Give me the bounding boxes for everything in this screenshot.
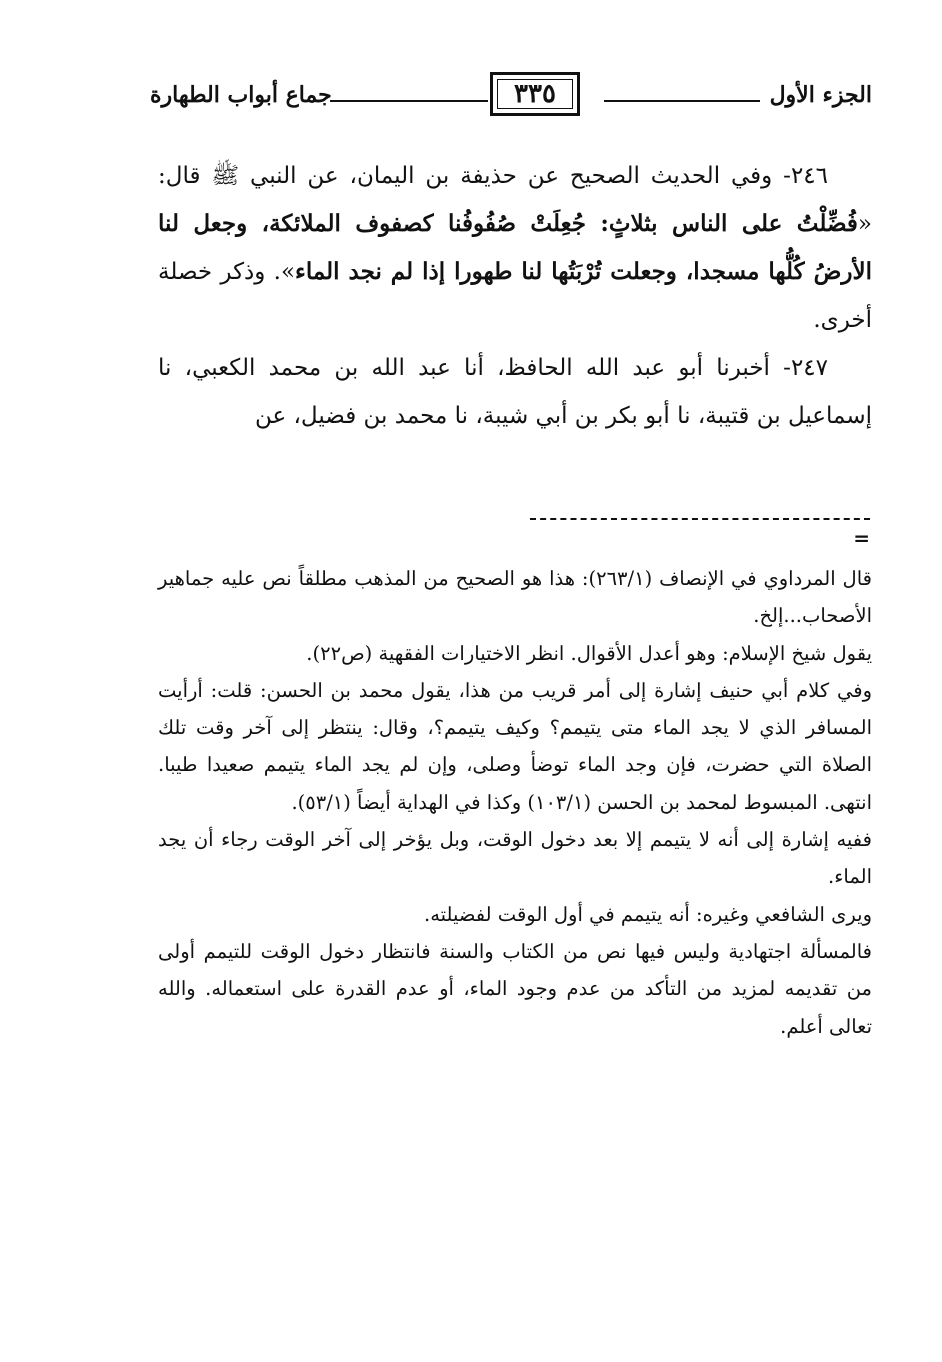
hadith-246-quote: فُضِّلْتُ على الناس بثلاثٍ: جُعِلَتْ صُفُوفُنا كصفوف الملائكة، وجعل لنا الأرضُ كُلُّها مسجدا، وجعلت تُرْبَتُها لنا طهورا إذا لم نجد الماء xyxy=(158,210,872,285)
footnote-paragraph: يقول شيخ الإسلام: وهو أعدل الأقوال. انظر الاختيارات الفقهية (ص٢٢). xyxy=(306,641,872,665)
footnotes xyxy=(158,560,872,1045)
footnote-dashed-rule xyxy=(530,518,870,520)
header-rule-right xyxy=(604,100,760,102)
header-chapter-title: جماع أبواب الطهارة xyxy=(150,82,332,108)
footnote-separator xyxy=(530,510,870,550)
hadith-246-end: ». وذكر خصلة أخرى. xyxy=(158,259,872,333)
footnote-paragraph: ويرى الشافعي وغيره: أنه يتيمم في أول الوقت لفضيلته. xyxy=(424,902,872,926)
header-rule-left xyxy=(330,100,488,102)
footnote-paragraph: قال المرداوي في الإنصاف (٢٦٣/١): هذا هو الصحيح من المذهب مطلقاً نص عليه جماهير الأصحاب...إلخ. xyxy=(158,567,872,628)
footnote-paragraph: فالمسألة اجتهادية وليس فيها نص من الكتاب والسنة فانتظار دخول الوقت للتيمم أولى من تقديمه لمزيد من التأكد من عدم وجود الماء، أو عدم القدرة على استعماله. والله تعالى أعلم. xyxy=(158,939,872,1038)
running-header xyxy=(150,72,872,122)
hadith-246-intro: ٢٤٦- وفي الحديث الصحيح عن حذيفة بن اليمان، عن النبي ﷺ قال: « xyxy=(158,163,872,237)
header-part-label: الجزء الأول xyxy=(769,82,872,108)
main-text xyxy=(158,152,872,440)
footnote-continuation-mark: = xyxy=(853,526,870,550)
hadith-247-text: ٢٤٧- أخبرنا أبو عبد الله الحافظ، أنا عبد الله بن محمد الكعبي، نا إسماعيل بن قتيبة، نا أبو بكر بن أبي شيبة، نا محمد بن فضيل، عن xyxy=(158,355,872,429)
footnote-paragraph: ففيه إشارة إلى أنه لا يتيمم إلا بعد دخول الوقت، وبل يؤخر إلى آخر الوقت رجاء أن يجد الماء. xyxy=(158,828,872,889)
hadith-247 xyxy=(158,344,872,440)
hadith-246 xyxy=(158,152,872,344)
footnote-paragraph: وفي كلام أبي حنيف إشارة إلى أمر قريب من هذا، يقول محمد بن الحسن: قلت: أرأيت المسافر الذي لا يجد الماء متى يتيمم؟ وكيف يتيمم؟، وقال: ينتظر إلى آخر وقت تلك الصلاة التي حضرت، فإن وجد الماء توضأ وصلى، وإن لم يجد الماء يتيمم صعيدا طيبا. انتهى. المبسوط لمحمد بن الحسن (١٠٣/١) وكذا في الهداية أيضاً (٥٣/١). xyxy=(158,678,872,814)
page-number: ٣٣٥ xyxy=(490,72,580,116)
